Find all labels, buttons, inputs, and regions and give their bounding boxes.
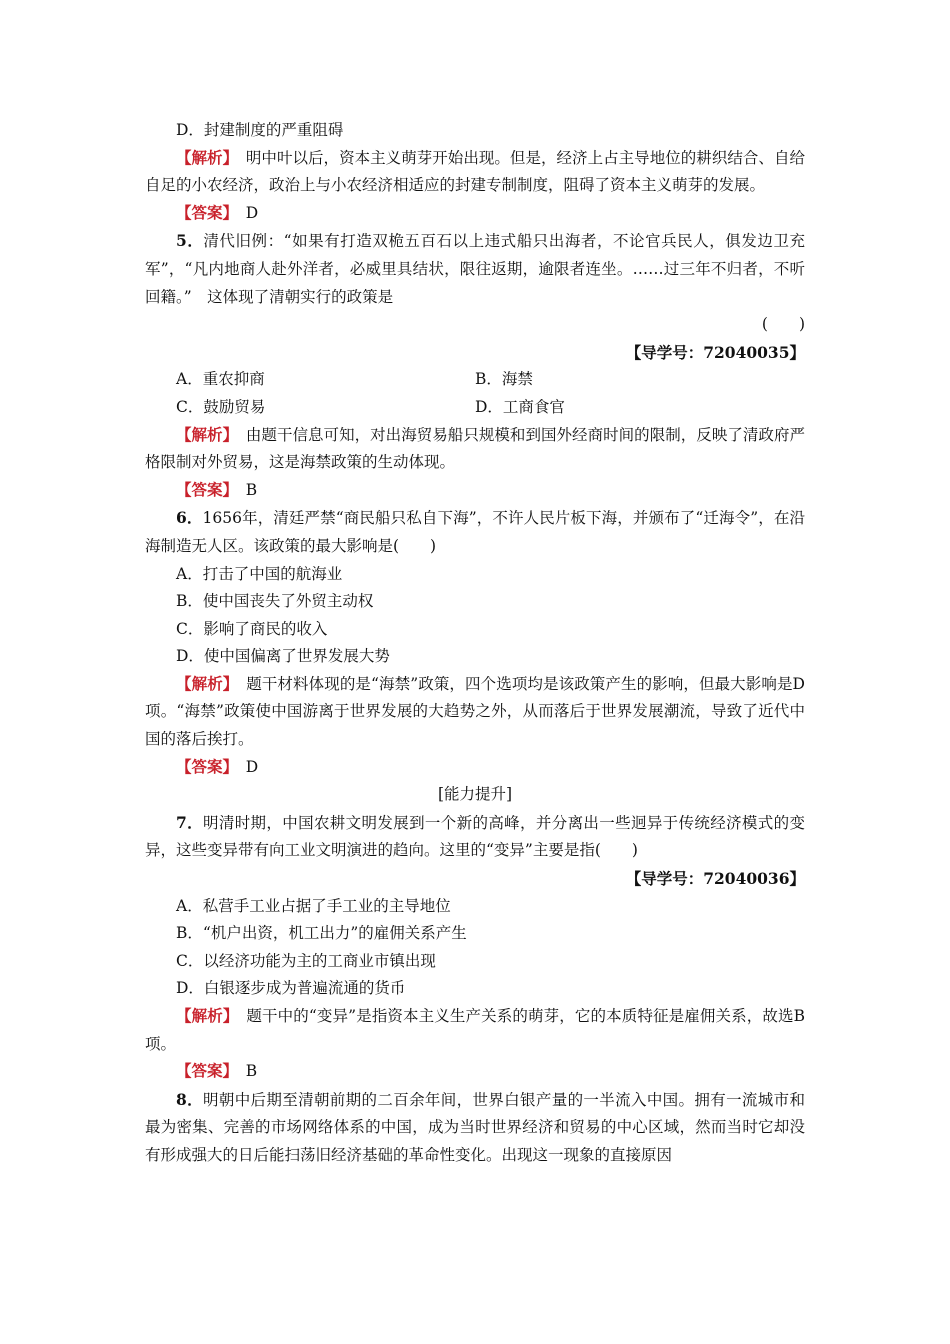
answer-bracket: ( ) [761,315,805,334]
paragraph-text: 由题干信息可知，对出海贸易船只规模和到国外经商时间的限制，反映了清政府严格限制对外贸易，这是海禁政策的生动体现。 [145,425,805,472]
answer-tag: 【答案】 [176,757,231,776]
question-number: 8． [176,1089,203,1109]
answer-line [145,754,805,782]
question-paragraph [145,1086,805,1170]
analysis-paragraph [145,422,805,477]
option-line: C．以经济功能为主的工商业市镇出现 [176,951,436,970]
option-line: B．使中国丧失了外贸主动权 [176,592,374,611]
analysis-paragraph [145,1003,805,1058]
paragraph-text: B [230,480,258,499]
answer-tag: 【答案】 [176,1062,231,1081]
option-a: A．重农抑商 [176,370,265,389]
option-row [145,394,805,422]
option-row [145,366,805,394]
question-text: 明清时期，中国农耕文明发展到一个新的高峰，并分离出一些迥异于传统经济模式的变异，这些变异带有向工业文明演进的趋向。这里的“变异”主要是指( ) [145,813,805,860]
analysis-tag: 【解析】 [176,425,231,444]
option-a: C．鼓励贸易 [176,397,266,416]
answer-tag: 【答案】 [176,203,231,222]
option-line: A．打击了中国的航海业 [176,564,343,583]
option-line: D．白银逐步成为普遍流通的货币 [176,979,406,998]
option-b: D．工商食官 [475,397,565,416]
analysis-tag: 【解析】 [176,674,231,693]
paragraph-text: B [230,1062,258,1081]
question-text: 明朝中后期至清朝前期的二百余年间，世界白银产量的一半流入中国。拥有一流城市和最为密集、完善的市场网络体系的中国，成为当时世界经济和贸易的中心区域，然而当时它却没有形成强大的日后能扫荡旧经济基础的革命性变化。出现这一现象的直接原因 [145,1090,805,1164]
question-number: 5． [176,231,204,251]
analysis-tag: 【解析】 [176,148,231,167]
paragraph-text: 明中叶以后，资本主义萌芽开始出现。但是，经济上占主导地位的耕织结合、自给自足的小农经济，政治上与小农经济相适应的封建专制制度，阻碍了资本主义萌芽的发展。 [145,148,805,195]
question-text: 1656年，清廷严禁“商民船只私自下海”，不许人民片板下海，并颁布了“迁海令”，在沿海制造无人区。该政策的最大影响是( ) [145,509,805,555]
analysis-paragraph [145,145,805,200]
guide-number: 【导学号：72040035】 [625,342,805,362]
option-line: D．使中国偏离了世界发展大势 [176,647,390,666]
answer-line [145,200,805,228]
option-line: C．影响了商民的收入 [176,619,328,638]
guide-number: 【导学号：72040036】 [625,869,805,889]
option-line: A．私营手工业占据了手工业的主导地位 [176,896,451,915]
paragraph-text: D [230,203,259,222]
section-heading: [能力提升] [437,785,513,804]
answer-tag: 【答案】 [176,480,231,499]
question-text: 清代旧例：“如果有打造双桅五百石以上违式船只出海者，不论官兵民人，俱发边卫充军”，“凡内地商人赴外洋者，必威里具结状，限往返期，逾限者连坐。……过三年不归者，不听回籍。” 这体现了清朝实行的政策是 [145,232,805,306]
question-paragraph [145,809,805,865]
answer-line [145,477,805,505]
paragraph-text: D [230,757,259,776]
option-line: D．封建制度的严重阻碍 [176,121,344,139]
answer-line [145,1058,805,1086]
question-number: 6． [176,508,203,528]
option-b: B．海禁 [475,370,533,389]
analysis-tag: 【解析】 [176,1007,231,1025]
option-line: B．“机户出资，机工出力”的雇佣关系产生 [176,924,467,943]
paragraph-text: 题干中的“变异”是指资本主义生产关系的萌芽，它的本质特征是雇佣关系，故选B项。 [145,1007,805,1053]
document-page [145,117,805,1170]
question-number: 7． [176,812,203,832]
paragraph-text: 题干材料体现的是“海禁”政策，四个选项均是该政策产生的影响，但最大影响是D项。“海禁”政策使中国游离于世界发展的大趋势之外，从而落后于世界发展潮流，导致了近代中国的落后挨打。 [145,674,805,749]
question-paragraph [145,504,805,560]
analysis-paragraph [145,671,805,754]
question-paragraph [145,227,805,311]
